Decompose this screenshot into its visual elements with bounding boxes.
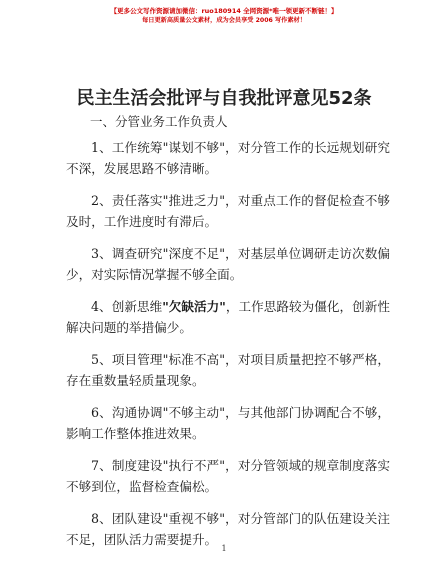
document-title: 民主生活会批评与自我批评意见52条 — [76, 88, 372, 109]
item-topic: 责任落实 — [111, 193, 163, 208]
item-keyword: "执行不严" — [162, 458, 226, 473]
item-topic: 制度建设 — [111, 458, 163, 473]
criticism-item — [66, 243, 390, 285]
item-topic: 沟通协调 — [111, 405, 163, 420]
item-number: 3、 — [91, 246, 112, 261]
item-description: ，对项目质量把控不够严格，存在重数量轻质量现象。 — [66, 352, 391, 388]
item-keyword: "重视不够" — [162, 511, 226, 526]
item-number: 1、 — [91, 140, 112, 155]
item-description: ，对分管领域的规章制度落实不够到位，监督检查偏松。 — [66, 458, 391, 494]
item-number: 7、 — [91, 458, 112, 473]
item-description: ，与其他部门协调配合不够，影响工作整体推进效果。 — [66, 405, 391, 441]
item-number: 2、 — [91, 193, 112, 208]
item-topic: 创新思维 — [111, 299, 163, 314]
criticism-item — [66, 296, 390, 338]
criticism-item — [66, 349, 390, 391]
item-description: ，对重点工作的督促检查不够及时，工作进度时有滞后。 — [66, 193, 391, 229]
item-topic: 团队建设 — [111, 511, 163, 526]
item-number: 4、 — [91, 299, 112, 314]
item-keyword: "标准不高" — [162, 352, 226, 367]
item-topic: 工作统筹 — [111, 140, 163, 155]
criticism-item — [66, 402, 390, 444]
item-keyword: "谋划不够" — [162, 140, 226, 155]
item-number: 6、 — [91, 405, 112, 420]
page-number: 1 — [221, 544, 227, 553]
item-number: 5、 — [91, 352, 112, 367]
section-heading: 一、分管业务工作负责人 — [90, 114, 228, 129]
item-keyword: "欠缺活力" — [162, 299, 226, 314]
criticism-item — [66, 455, 390, 497]
criticism-item — [66, 137, 390, 179]
item-keyword: "推进乏力" — [162, 193, 226, 208]
item-number: 8、 — [91, 511, 112, 526]
item-topic: 调查研究 — [111, 246, 163, 261]
item-description: ，对分管工作的长远规划研究不深，发展思路不够清晰。 — [66, 140, 391, 176]
item-description: ，对基层单位调研走访次数偏少，对实际情况掌握不够全面。 — [66, 246, 391, 282]
item-keyword: "不够主动" — [162, 405, 226, 420]
item-topic: 项目管理 — [111, 352, 163, 367]
promo-banner-line-2: 每日更新高质量公文素材，成为会员享受 2006 写作素材！ — [142, 17, 306, 24]
promo-banner — [0, 6, 448, 26]
criticism-item — [66, 190, 390, 232]
item-description: ，工作思路较为僵化，创新性解决问题的举措偏少。 — [66, 299, 391, 335]
criticism-item-list — [66, 137, 390, 561]
promo-banner-line-1: 【更多公文写作资源请加微信：ruo180914 全网资源*唯一领更新不断链！】 — [110, 7, 338, 15]
item-description: ，对分管部门的队伍建设关注不足，团队活力需要提升。 — [66, 511, 391, 547]
item-keyword: "深度不足" — [162, 246, 226, 261]
